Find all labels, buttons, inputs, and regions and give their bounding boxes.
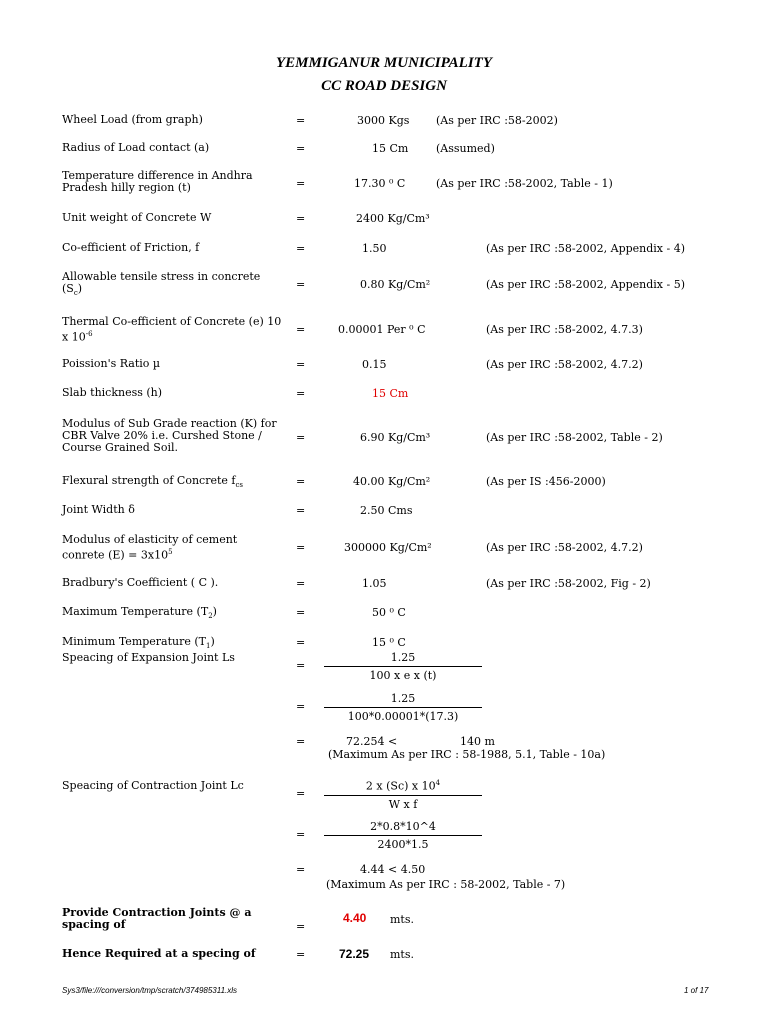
equals-sign: = — [296, 700, 306, 713]
contraction-substitution — [324, 820, 482, 851]
expansion-label: Speacing of Expansion Joint Ls — [62, 651, 235, 664]
elasticity-value: 300000 Kg/Cm² — [344, 541, 432, 554]
provide-label: Provide Contraction Joints @ a spacing of — [62, 906, 252, 931]
equals-sign: = — [296, 212, 306, 225]
page-title: YEMMIGANUR MUNICIPALITY — [276, 55, 492, 71]
fraction-numerator: 2 x (Sc) x $10^4$ — [365, 779, 441, 793]
fraction-denominator: 100*0.00001*(17.3) — [347, 710, 459, 723]
footer-page-number: 1 of 17 — [684, 986, 709, 995]
bradbury-ref: (As per IRC :58-2002, Fig - 2) — [486, 577, 651, 590]
provide-unit: mts. — [390, 913, 414, 926]
equals-sign: = — [296, 787, 306, 800]
slab-value: 15 Cm — [372, 387, 409, 400]
wheel-load-ref: (As per IRC :58-2002) — [436, 114, 558, 127]
bradbury-value: 1.05 — [362, 577, 387, 590]
unit-weight-label: Unit weight of Concrete W — [62, 211, 212, 224]
equals-sign: = — [296, 577, 306, 590]
friction-value: 1.50 — [362, 242, 387, 255]
radius-label: Radius of Load contact (a) — [62, 141, 210, 154]
subgrade-value: 6.90 Kg/Cm³ — [360, 431, 431, 444]
equals-sign: = — [296, 659, 306, 672]
bradbury-label: Bradbury's Coefficient ( C ). — [62, 576, 219, 589]
equals-sign: = — [296, 242, 306, 255]
equals-sign: = — [296, 177, 306, 190]
wheel-load-value: 3000 Kgs — [357, 114, 410, 127]
fraction-numerator: 1.25 — [390, 692, 416, 705]
min-temp-value: 15 ⁰ C — [372, 636, 406, 649]
expansion-limit: 140 m — [460, 735, 495, 748]
min-temp-label: Minimum Temperature $(T_1)$ — [62, 635, 215, 651]
equals-sign: = — [296, 541, 306, 554]
expansion-result: 72.254 < — [346, 735, 398, 748]
poisson-value: 0.15 — [362, 358, 387, 371]
hence-label: Hence Required at a specing of — [62, 947, 256, 960]
equals-sign: = — [296, 323, 306, 336]
equals-sign: = — [296, 863, 306, 876]
unit-weight-value: 2400 Kg/Cm³ — [356, 212, 430, 225]
flexural-ref: (As per IS :456-2000) — [486, 475, 606, 488]
joint-width-value: 2.50 Cms — [360, 504, 413, 517]
fraction-bar — [324, 795, 482, 796]
thermal-ref: (As per IRC :58-2002, 4.7.3) — [486, 323, 643, 336]
contraction-note: (Maximum As per IRC : 58-2002, Table - 7) — [326, 878, 566, 891]
poisson-ref: (As per IRC :58-2002, 4.7.2) — [486, 358, 643, 371]
equals-sign: = — [296, 735, 306, 748]
fraction-denominator: W x f — [388, 797, 418, 811]
fraction-bar — [324, 835, 482, 836]
wheel-load-label: Wheel Load (from graph) — [62, 113, 203, 126]
poisson-label: Poission's Ratio µ — [62, 357, 161, 370]
equals-sign: = — [296, 920, 306, 933]
fraction-denominator: 100 x e x (t) — [369, 669, 437, 682]
friction-label: Co-efficient of Friction, f — [62, 241, 200, 254]
equals-sign: = — [296, 828, 306, 841]
provide-value: 4.40 — [343, 911, 367, 925]
fraction-bar — [324, 707, 482, 708]
expansion-note: (Maximum As per IRC : 58-1988, 5.1, Table - 10a) — [328, 748, 606, 761]
equals-sign: = — [296, 431, 306, 444]
fraction-denominator: 2400*1.5 — [377, 838, 429, 851]
elasticity-ref: (As per IRC :58-2002, 4.7.2) — [486, 541, 643, 554]
temp-diff-label: Temperature difference in Andhra Pradesh hilly region (t) — [62, 169, 253, 194]
friction-ref: (As per IRC :58-2002, Appendix - 4) — [486, 242, 686, 255]
radius-ref: (Assumed) — [436, 142, 495, 155]
elasticity-label: Modulus of elasticity of cement conrete $(E) = 3x10^5$ — [62, 533, 238, 562]
joint-width-label: Joint Width δ — [62, 503, 135, 516]
equals-sign: = — [296, 475, 306, 488]
subgrade-ref: (As per IRC :58-2002, Table - 2) — [486, 431, 663, 444]
equals-sign: = — [296, 636, 306, 649]
flexural-label: Flexural strength of Concrete $f_{cs}$ — [62, 474, 243, 490]
equals-sign: = — [296, 504, 306, 517]
tensile-ref: (As per IRC :58-2002, Appendix - 5) — [486, 278, 686, 291]
hence-value: 72.25 — [339, 947, 370, 961]
expansion-formula — [324, 651, 482, 682]
fraction-numerator: 2*0.8*10^4 — [370, 820, 436, 833]
expansion-substitution — [324, 692, 482, 723]
contraction-formula — [324, 779, 482, 811]
equals-sign: = — [296, 606, 306, 619]
temp-diff-value: 17.30 ⁰ C — [354, 177, 406, 190]
tensile-value: 0.80 Kg/Cm² — [360, 278, 431, 291]
hence-unit: mts. — [390, 948, 414, 961]
contraction-label: Speacing of Contraction Joint Lc — [62, 779, 244, 792]
equals-sign: = — [296, 114, 306, 127]
fraction-numerator: 1.25 — [390, 651, 416, 664]
radius-value: 15 Cm — [372, 142, 409, 155]
equals-sign: = — [296, 358, 306, 371]
equals-sign: = — [296, 387, 306, 400]
flexural-value: 40.00 Kg/Cm² — [353, 475, 431, 488]
thermal-value: 0.00001 Per ⁰ C — [338, 323, 426, 336]
equals-sign: = — [296, 142, 306, 155]
page-subtitle: CC ROAD DESIGN — [321, 78, 447, 94]
max-temp-label: Maximum Temperature $(T_2)$ — [62, 605, 217, 621]
subgrade-label: Modulus of Sub Grade reaction (K) for CBR Valve 20% i.e. Curshed Stone / Course Grained Soil. — [62, 417, 277, 454]
slab-label: Slab thickness (h) — [62, 386, 163, 399]
max-temp-value: 50 ⁰ C — [372, 606, 406, 619]
footer-path: Sys3/file:///conversion/tmp/scratch/374985311.xls — [62, 986, 238, 995]
thermal-label: Thermal Co-efficient of Concrete (e) 10 x $10^{-6}$ — [62, 315, 282, 344]
temp-diff-ref: (As per IRC :58-2002, Table - 1) — [436, 177, 613, 190]
equals-sign: = — [296, 278, 306, 291]
tensile-label: Allowable tensile stress in concrete $(S_c)$ — [62, 270, 261, 298]
equals-sign: = — [296, 948, 306, 961]
fraction-bar — [324, 666, 482, 667]
contraction-result: 4.44 < 4.50 — [360, 863, 426, 876]
